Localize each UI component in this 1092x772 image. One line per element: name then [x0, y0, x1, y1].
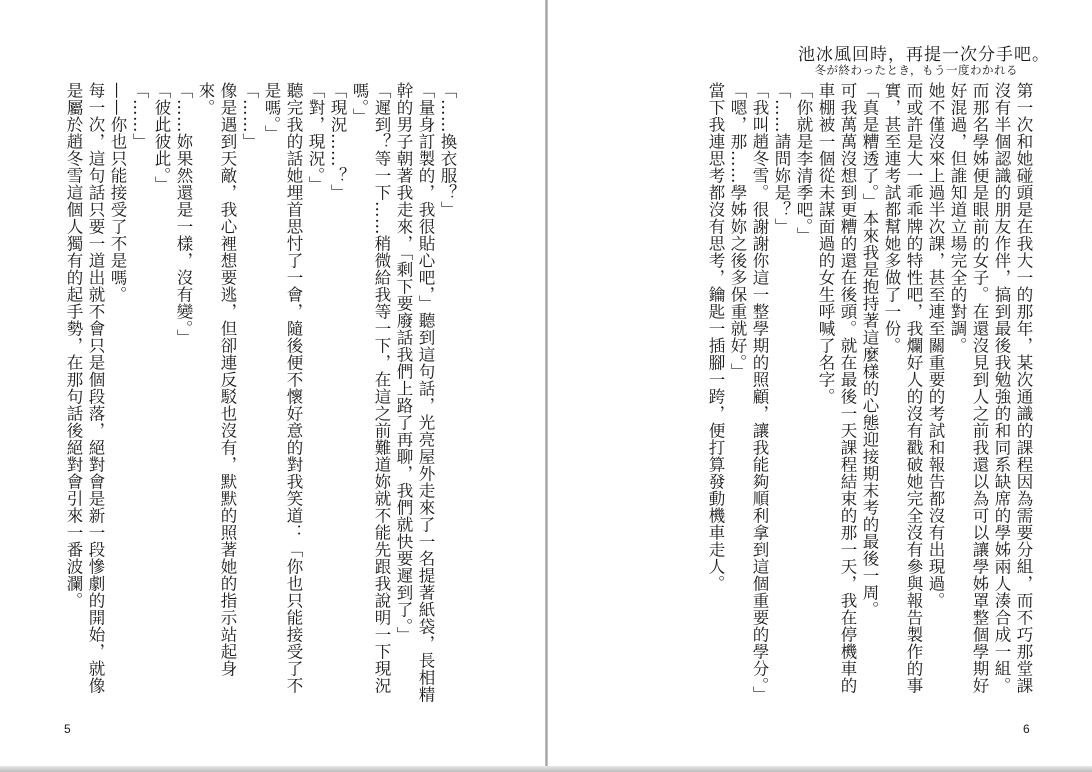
chapter-title: 池冰風回時，再提一次分手吧。 — [798, 45, 1050, 65]
dialogue-line: 「嗯，那……學姊妳之後多保重就好。」 — [728, 82, 747, 380]
paragraph: 而那名學姊便是眼前的女子。在還沒見到人之前我還以為可以讓學姊罩整個學期好好混過，但誰知道立場完全的對調。 — [948, 82, 989, 694]
dialogue-line: 「你就是李清季吧。」 — [794, 82, 813, 244]
chapter-subtitle: 冬が終わったとき，もう一度わかれる — [814, 63, 1018, 77]
page-number-right: 6 — [1023, 722, 1030, 736]
dialogue-line: 「我叫趙冬雪。很謝謝你這一整學期的照顧，讓我能夠順利拿到這個重要的學分。」 — [750, 82, 769, 703]
dialogue-line: 「……請問妳是？」 — [772, 82, 791, 235]
dialogue-line: 「量身訂製的，我很貼心吧，」聽到這句話，光亮屋外走來了一名提著紙袋，長相精幹的男子朝著我走來，「剩下要廢話我們上路了再聊，我們就快要遲到了。」 — [394, 82, 435, 703]
left-page-body — [58, 82, 458, 710]
paragraph: 「真是糟透了。」本來我是抱持著這麼樣的心態迎接期末考的最後一周。 — [860, 82, 879, 618]
paragraph: 第一次和她碰頭是在我大一的那年，某次通識的課程因為需要分組，而不巧那堂課沒有半個認識的朋友作伴，搞到最後我勉強的和同系缺席的學姊兩人湊合成一組。 — [992, 82, 1033, 694]
dialogue-line: 「……妳果然還是一樣，沒有變。」 — [174, 82, 193, 346]
book-gutter — [545, 0, 548, 772]
paragraph: 當下我連思考都沒有思考，鑰匙一插腳一跨，便打算發動機車走人。 — [706, 82, 725, 592]
dialogue-line: 「彼此彼此。」 — [152, 82, 171, 193]
dialogue-line: 「現況……？」 — [328, 82, 347, 201]
paragraph: 她不僅沒來上過半次課，甚至連至關重要的考試和報告都沒有出現過。 — [926, 82, 945, 609]
dialogue-line: 「……」 — [130, 82, 149, 150]
paragraph: 聽完我的話她埋首思忖了一會，隨後便不懷好意的對我笑道：「你也只能接受了不是嗎。」 — [262, 82, 303, 694]
paragraph: 每一次，這句話只要一道出就不會只是個段落，絕對會是新一段慘劇的開始，就像是屬於趙冬雪這個人獨有的起手勢，在那句話後絕對會引來一番波瀾。 — [64, 82, 105, 694]
paragraph: 而或許是大一乖乖牌的特性吧，我爛好人的沒有戳破她完全沒有參與報告製作的事實，甚至連考試都幫她多做了一份。 — [882, 82, 923, 694]
dialogue-line: 「遲到？等一下……稍微給我等一下，在這之前難道妳就不能先跟我說明一下現況嗎。」 — [350, 82, 391, 694]
paragraph: 可我萬萬沒想到更糟的還在後頭。就在最後一天課程結束的那一天，我在停機車的車棚被一個從未謀面過的女生呼喊了名字。 — [816, 82, 857, 694]
dialogue-line: 「對，現況。」 — [306, 82, 325, 193]
paragraph: ——你也只能接受了不是嗎。 — [108, 82, 127, 303]
page-bottom-edge — [0, 766, 1092, 772]
paragraph: 像是遇到天敵，我心裡想要逃，但卻連反駁也沒有，默默的照著她的指示站起身來。 — [196, 82, 237, 677]
right-page-body — [676, 82, 1034, 710]
dialogue-line: 「……」 — [240, 82, 259, 150]
dialogue-line: 「……換衣服？」 — [438, 82, 457, 218]
page-number-left: 5 — [64, 722, 71, 736]
